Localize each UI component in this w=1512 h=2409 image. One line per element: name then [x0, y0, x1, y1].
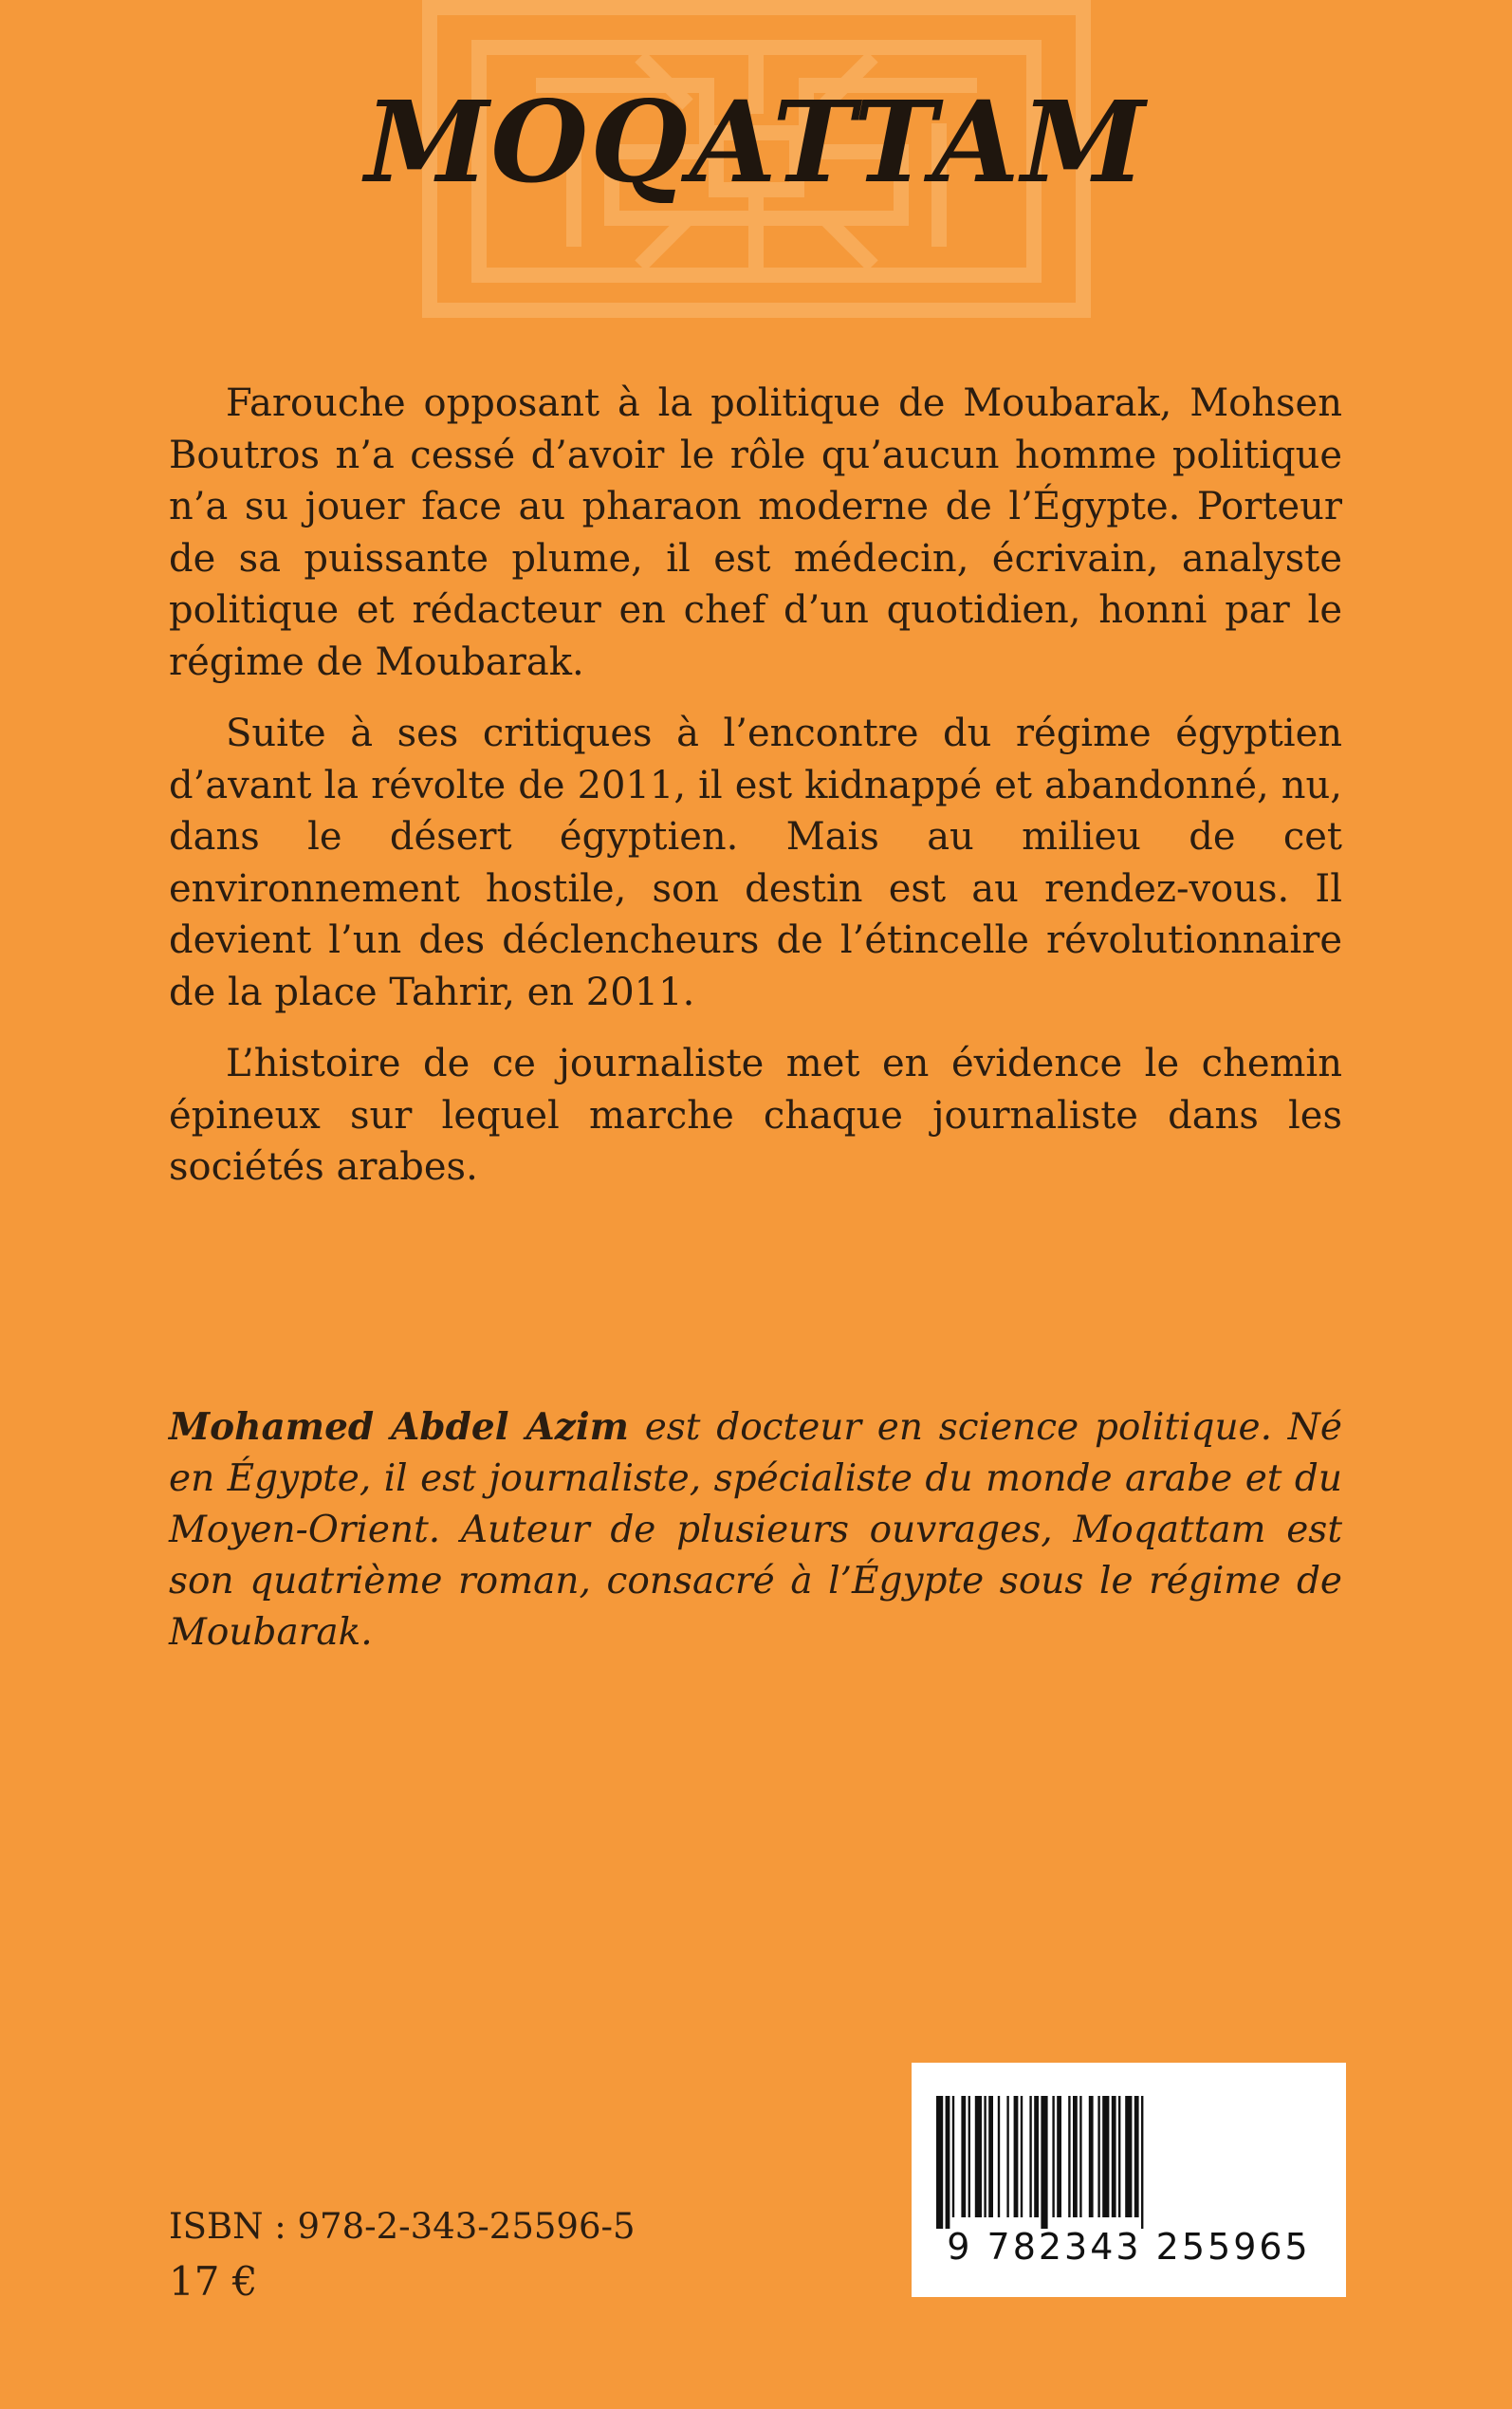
barcode-bar: [952, 2096, 954, 2217]
barcode-bar: [1073, 2096, 1078, 2217]
barcode-bar: [1112, 2096, 1116, 2217]
author-name: Mohamed Abdel Azim: [169, 1405, 629, 1449]
barcode-bar: [961, 2096, 966, 2217]
barcode-bar: [1089, 2096, 1094, 2217]
barcode-bar: [936, 2096, 943, 2229]
barcode-bar: [1006, 2096, 1008, 2217]
barcode-bar: [968, 2096, 970, 2217]
barcode-bar: [1041, 2096, 1047, 2229]
barcode-bar: [1125, 2096, 1132, 2217]
book-title: MOQATTAM: [364, 76, 1148, 208]
blurb-paragraph: Farouche opposant à la politique de Moubarak, Mohsen Boutros n’a cessé d’avoir le rôle qu’aucun homme politique n’a su jouer face au pharaon moderne de l’Égypte. Porteur de sa puissante plume, il est médecin, écrivain, analyste politique et rédacteur en chef d’un quotidien, honni par le régime de Moubarak.: [169, 381, 1342, 684]
barcode-bar: [975, 2096, 982, 2217]
barcode-bar: [998, 2096, 1000, 2217]
book-blurb: [169, 378, 1342, 1214]
barcode-bar: [1102, 2096, 1109, 2217]
barcode-panel: [912, 2063, 1346, 2297]
isbn: ISBN : 978-2-343-25596-5: [169, 2206, 636, 2247]
barcode-bar: [1029, 2096, 1031, 2217]
barcode-bar: [1097, 2096, 1099, 2217]
barcode-digits: 9 782343 255965: [947, 2226, 1311, 2268]
barcode-bar: [1014, 2096, 1019, 2217]
barcode-bar: [1118, 2096, 1120, 2217]
barcode-bar: [1079, 2096, 1081, 2217]
barcode-icon: [931, 2096, 1327, 2229]
barcode-bar: [1141, 2096, 1143, 2229]
author-bio: [169, 1401, 1342, 1659]
barcode-bar: [1134, 2096, 1139, 2217]
barcode-bar: [1021, 2096, 1023, 2217]
barcode-bar: [1034, 2096, 1039, 2217]
barcode-bar: [1052, 2096, 1054, 2217]
author-bio-text: est docteur en science politique. Né en Égypte, il est journaliste, spécialiste du monde arabe et du Moyen-Orient. Auteur de plusieurs ouvrages, Moqattam est son quatrième roman, consacré à l’Égypte sous le régime de Moubarak.: [169, 1406, 1342, 1654]
barcode-bar: [988, 2096, 993, 2217]
barcode-bar: [1057, 2096, 1061, 2217]
price: 17 €: [169, 2258, 258, 2305]
barcode-bar: [1068, 2096, 1070, 2217]
barcode-bar: [984, 2096, 986, 2217]
blurb-paragraph: L’histoire de ce journaliste met en évidence le chemin épineux sur lequel marche chaque journaliste dans les sociétés arabes.: [169, 1042, 1342, 1189]
blurb-paragraph: Suite à ses critiques à l’encontre du régime égyptien d’avant la révolte de 2011, il est kidnappé et abandonné, nu, dans le désert égyptien. Mais au milieu de cet environnement hostile, son destin est au rendez-vous. Il devient l’un des déclencheurs de l’étincelle révolutionnaire de la place Tahrir, en 2011.: [169, 712, 1342, 1014]
barcode-bar: [946, 2096, 950, 2229]
